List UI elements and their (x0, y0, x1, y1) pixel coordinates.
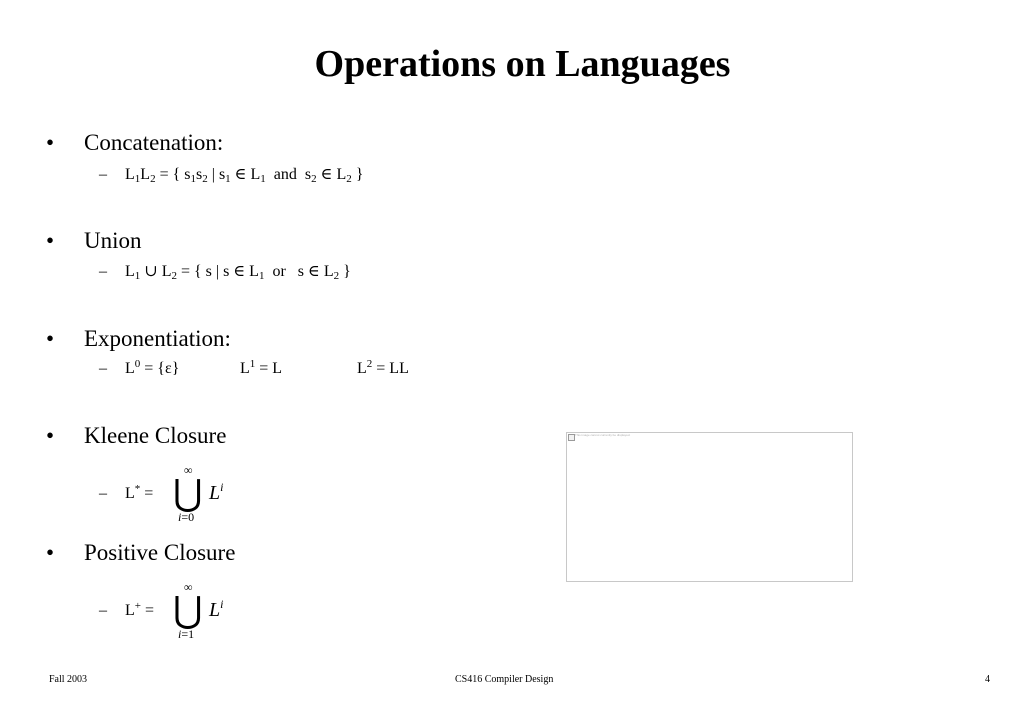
big-union-symbol: ⋃ (173, 473, 203, 514)
big-union-symbol: ⋃ (173, 590, 203, 631)
bullet-concatenation: Concatenation: (84, 130, 224, 155)
footer-course: CS416 Compiler Design (455, 674, 554, 685)
footer-date: Fall 2003 (49, 674, 88, 685)
lower-limit: i=0 (178, 510, 195, 524)
dash-marker: – (99, 360, 107, 377)
image-placeholder (566, 432, 853, 582)
footer-page-number: 4 (985, 674, 990, 685)
bullet-positive-closure: Positive Closure (84, 540, 236, 565)
upper-limit: ∞ (184, 463, 193, 477)
slide-title: Operations on Languages (314, 43, 731, 85)
bullet-marker: • (46, 423, 55, 448)
bullet-marker: • (46, 326, 55, 351)
dash-marker: – (99, 485, 107, 502)
concatenation-definition: $L_1L_2$ = { $s_1s_2$ | $s_1$ ∈ $L_1$ and $s_2$ ∈ $L_2$ } (125, 166, 364, 185)
image-alt-text: This image cannot currently be displayed. (575, 433, 631, 437)
union-definition: $L_1$ ∪ $L_2$ = { s | s ∈ $L_1$ or s ∈ $L_2$ } (125, 263, 351, 282)
dash-marker: – (99, 166, 107, 183)
bullet-exponentiation: Exponentiation: (84, 326, 231, 351)
bullet-marker: • (46, 228, 55, 253)
bullet-marker: • (46, 130, 55, 155)
lower-limit: i=1 (178, 627, 195, 641)
bullet-union: Union (84, 228, 142, 253)
dash-marker: – (99, 602, 107, 619)
broken-image-icon (568, 434, 575, 441)
exponentiation-definition: $L^0 = \{\varepsilon\} L^1 = L$ $L^2$ = LL (125, 358, 409, 377)
kleene-formula: L* = ∞ ⋃ i=0 $L^i$ (125, 463, 224, 524)
upper-limit: ∞ (184, 580, 193, 594)
dash-marker: – (99, 263, 107, 280)
bullet-kleene-closure: Kleene Closure (84, 423, 227, 448)
positive-closure-formula: L+ = ∞ ⋃ i=1 $L^i$ (125, 580, 224, 641)
bullet-marker: • (46, 540, 55, 565)
